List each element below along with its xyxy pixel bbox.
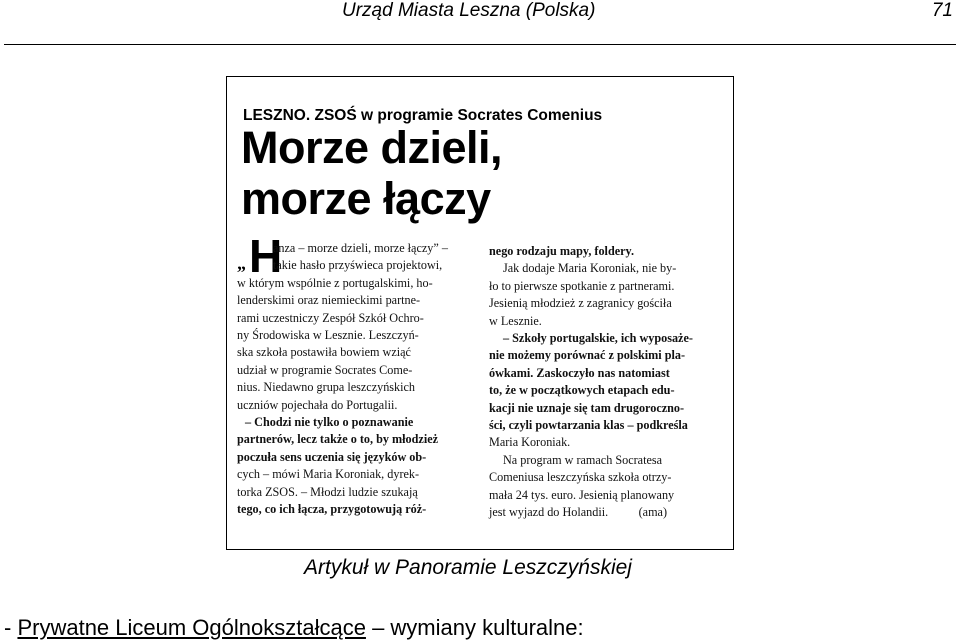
article-line: poczuła sens uczenia się języków ob- xyxy=(237,449,427,464)
article-line: Comeniusa leszczyńska szkoła otrzy- xyxy=(489,470,672,485)
article-line: ówkami. Zaskoczyło nas natomiast xyxy=(489,365,670,380)
page-number: 71 xyxy=(931,0,953,21)
school-name-link[interactable]: Prywatne Liceum Ogólnokształcące xyxy=(17,615,366,640)
article-line: cych – mówi Maria Koroniak, dyrek- xyxy=(237,467,420,482)
article-line: jest wyjazd do Holandii. (ama) xyxy=(489,505,668,520)
clipping-kicker: LESZNO. ZSOŚ w programie Socrates Comenius xyxy=(243,107,603,124)
article-line: rami uczestniczy Zespół Szkół Ochro- xyxy=(237,310,424,325)
headline-line-1: Morze dzieli, xyxy=(241,122,503,173)
article-line: lenderskimi oraz niemieckimi partne- xyxy=(237,293,421,308)
bullet-prefix: - xyxy=(4,615,18,640)
article-line: nie możemy porównać z polskimi pla- xyxy=(489,348,686,363)
bullet-line xyxy=(4,615,584,641)
figure-caption: Artykuł w Panoramie Leszczyńskiej xyxy=(304,556,632,579)
article-line: Jak dodaje Maria Koroniak, nie by- xyxy=(503,261,677,276)
dropcap-letter: H xyxy=(249,230,283,282)
article-line: udział w programie Socrates Come- xyxy=(237,362,413,377)
bullet-suffix: – wymiany kulturalne: xyxy=(365,615,584,640)
article-line: anza – morze dzieli, morze łączy” – xyxy=(273,241,448,255)
headline-line-2: morze łączy xyxy=(241,173,491,224)
opening-quote-mark: „ xyxy=(237,253,246,273)
article-line: Jesienią młodzież z zagranicy gościła xyxy=(489,296,672,311)
document-header-title: Urząd Miasta Leszna (Polska) xyxy=(342,0,596,21)
header-divider xyxy=(4,44,956,45)
article-line: w Lesznie. xyxy=(489,313,542,328)
article-line: torka ZSOS. – Młodzi ludzie szukają xyxy=(237,484,418,499)
article-column-right xyxy=(489,243,729,522)
article-line: Na program w ramach Socratesa xyxy=(503,452,663,467)
article-line: Maria Koroniak. xyxy=(489,435,571,450)
article-line: ści, czyli powtarzania klas – podkreśla xyxy=(489,418,688,433)
article-line: ska szkoła postawiła bowiem wziąć xyxy=(237,345,411,360)
article-line: – Szkoły portugalskie, ich wyposaże- xyxy=(503,331,693,346)
newspaper-clipping xyxy=(226,76,734,550)
article-line: ny Środowiska w Lesznie. Leszczyń- xyxy=(237,328,419,343)
article-line: tego, co ich łącza, przygotowują róż- xyxy=(237,502,427,517)
article-line: mała 24 tys. euro. Jesienią planowany xyxy=(489,487,675,502)
article-line: partnerów, lecz także o to, by młodzież xyxy=(237,432,439,447)
article-line: nego rodzaju mapy, foldery. xyxy=(489,244,635,258)
article-line: takie hasło przyświeca projektowi, xyxy=(273,258,443,273)
article-line: uczniów pojechała do Portugalii. xyxy=(237,397,398,412)
clipping-headline xyxy=(241,122,502,224)
article-line: ło to pierwsze spotkanie z partnerami. xyxy=(489,278,675,293)
article-line: w którym wspólnie z portugalskimi, ho- xyxy=(237,275,433,290)
article-line: – Chodzi nie tylko o poznawanie xyxy=(245,415,414,430)
article-column-left xyxy=(237,240,475,519)
article-line: nius. Niedawno grupa leszczyńskich xyxy=(237,380,416,395)
article-line: kacji nie uznaje się tam drugoroczno- xyxy=(489,400,685,415)
article-line: to, że w początkowych etapach edu- xyxy=(489,383,675,398)
